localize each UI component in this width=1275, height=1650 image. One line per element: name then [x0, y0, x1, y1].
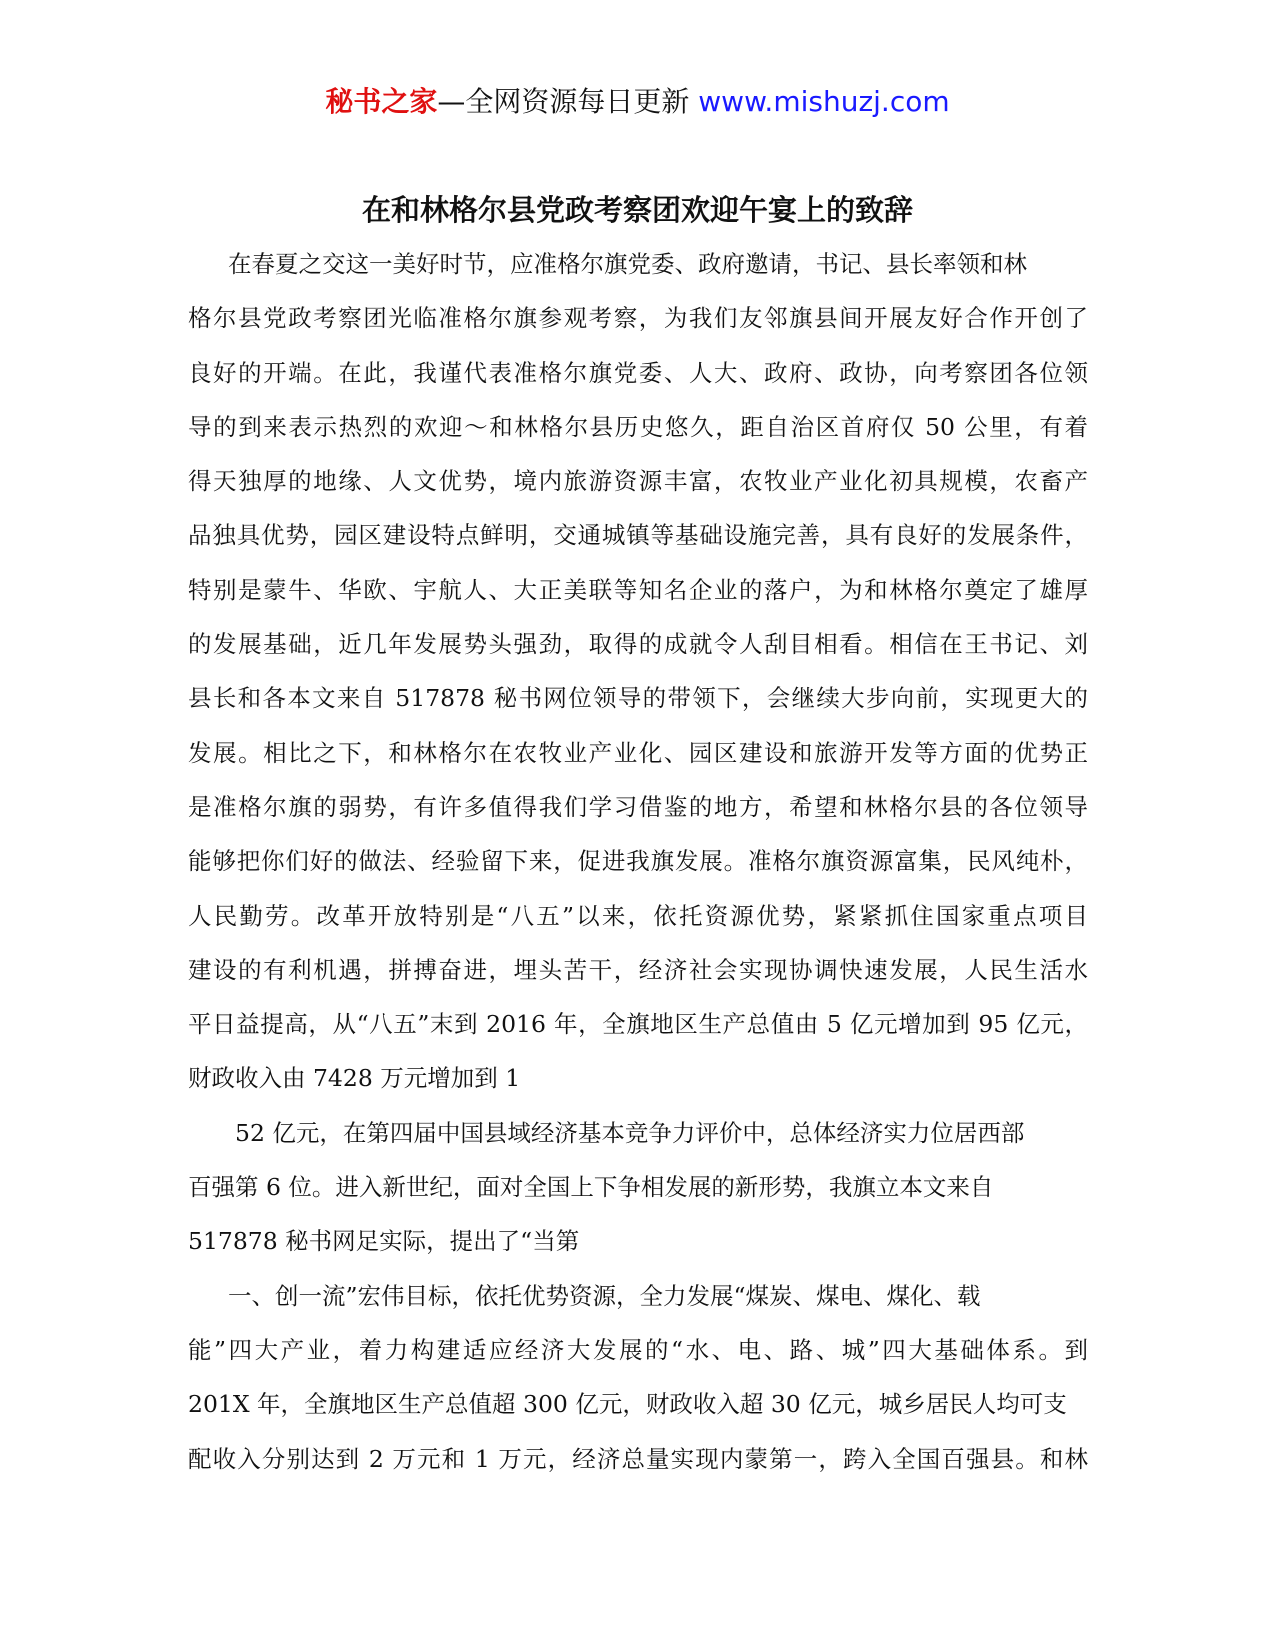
- site-url-link[interactable]: www.mishuzj.com: [698, 85, 950, 118]
- site-brand: 秘书之家: [325, 85, 438, 118]
- site-tagline: —全网资源每日更新: [437, 85, 699, 118]
- text-line: 格尔县党政考察团光临准格尔旗参观考察，为我们友邻旗县间开展友好合作开创了: [188, 304, 1088, 333]
- text-line: 一、创一流”宏伟目标，依托优势资源，全力发展“煤炭、煤电、煤化、载: [228, 1281, 981, 1310]
- text-line: 能”四大产业，着力构建适应经济大发展的“水、电、路、城”四大基础体系。到: [188, 1335, 1088, 1364]
- text-line: 517878 秘书网足实际，提出了“当第: [188, 1227, 580, 1256]
- text-line: 人民勤劳。改革开放特别是“八五”以来，依托资源优势，紧紧抓住国家重点项目: [188, 901, 1088, 930]
- text-line: 平日益提高，从“八五”末到 2016 年，全旗地区生产总值由 5 亿元增加到 95 亿元，: [188, 1010, 1088, 1039]
- text-line: 52 亿元，在第四届中国县域经济基本竞争力评价中，总体经济实力位居西部: [235, 1118, 1025, 1147]
- text-line: 在春夏之交这一美好时节，应准格尔旗党委、政府邀请，书记、县长率领和林: [228, 250, 1027, 278]
- text-line: 能够把你们好的做法、经验留下来，促进我旗发展。准格尔旗资源富集，民风纯朴，: [188, 847, 1088, 876]
- document-title: 在和林格尔县党政考察团欢迎午宴上的致辞: [361, 193, 913, 227]
- text-line: 品独具优势，园区建设特点鲜明，交通城镇等基础设施完善，具有良好的发展条件，: [188, 521, 1088, 550]
- site-header: [0, 82, 1275, 122]
- text-line: 特别是蒙牛、华欧、宇航人、大正美联等知名企业的落户，为和林格尔奠定了雄厚: [188, 575, 1088, 604]
- text-line: 百强第 6 位。进入新世纪，面对全国上下争相发展的新形势，我旗立本文来自: [188, 1173, 994, 1202]
- text-line: 201X 年，全旗地区生产总值超 300 亿元，财政收入超 30 亿元，城乡居民人均可支: [188, 1390, 1067, 1419]
- text-line: 得天独厚的地缘、人文优势，境内旅游资源丰富，农牧业产业化初具规模，农畜产: [188, 467, 1088, 496]
- text-line: 是准格尔旗的弱势，有许多值得我们学习借鉴的地方，希望和林格尔县的各位领导: [188, 792, 1088, 821]
- text-line: 建设的有利机遇，拼搏奋进，埋头苦干，经济社会实现协调快速发展，人民生活水: [188, 955, 1088, 984]
- text-line: 财政收入由 7428 万元增加到 1: [188, 1064, 521, 1093]
- text-line: 配收入分别达到 2 万元和 1 万元，经济总量实现内蒙第一，跨入全国百强县。和林: [188, 1444, 1088, 1473]
- text-line: 良好的开端。在此，我谨代表准格尔旗党委、人大、政府、政协，向考察团各位领: [188, 358, 1088, 387]
- text-line: 的发展基础，近几年发展势头强劲，取得的成就令人刮目相看。相信在王书记、刘: [188, 630, 1088, 659]
- text-line: 县长和各本文来自 517878 秘书网位领导的带领下，会继续大步向前，实现更大的: [188, 684, 1088, 713]
- document-body: [188, 244, 1088, 1493]
- text-line: 导的到来表示热烈的欢迎～和林格尔县历史悠久，距自治区首府仅 50 公里，有着: [188, 412, 1088, 441]
- text-line: 发展。相比之下，和林格尔在农牧业产业化、园区建设和旅游开发等方面的优势正: [188, 738, 1088, 767]
